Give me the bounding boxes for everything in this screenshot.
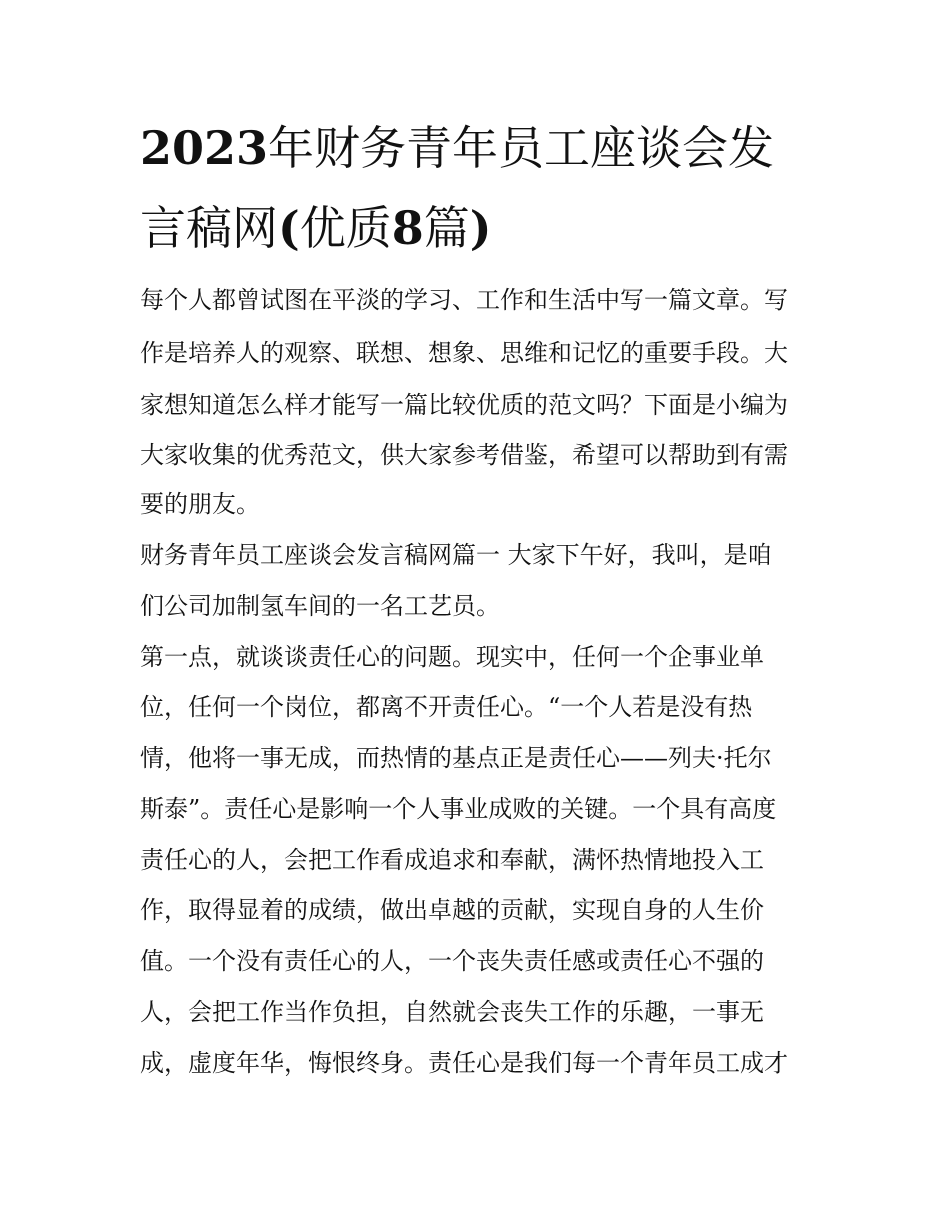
body-line-3: 家想知道怎么样才能写一篇比较优质的范文吗？下面是小编为 xyxy=(140,391,788,419)
document-title-line-2: 言稿网(优质8篇) xyxy=(140,201,492,255)
body-line-13: 作，取得显着的成绩，做出卓越的贡献，实现自身的人生价 xyxy=(140,896,764,924)
document-title-line-1: 2023年财务青年员工座谈会发 xyxy=(140,121,775,175)
body-line-16: 成，虚度年华，悔恨终身。责任心是我们每一个青年员工成才 xyxy=(140,1049,788,1077)
body-line-1: 每个人都曾试图在平淡的学习、工作和生活中写一篇文章。写 xyxy=(140,286,788,314)
body-line-11: 斯泰”。责任心是影响一个人事业成败的关键。一个具有高度 xyxy=(140,795,777,823)
body-line-12: 责任心的人，会把工作看成追求和奉献，满怀热情地投入工 xyxy=(140,846,764,874)
body-line-6: 财务青年员工座谈会发言稿网篇一 大家下午好，我叫，是咱 xyxy=(140,541,772,569)
body-line-14: 值。一个没有责任心的人，一个丧失责任感或责任心不强的 xyxy=(140,947,764,975)
body-line-7: 们公司加制氢车间的一名工艺员。 xyxy=(140,592,500,620)
body-line-4: 大家收集的优秀范文，供大家参考借鉴，希望可以帮助到有需 xyxy=(140,441,788,469)
body-line-10: 情，他将一事无成，而热情的基点正是责任心——列夫·托尔 xyxy=(140,744,772,772)
body-line-8: 第一点，就谈谈责任心的问题。现实中，任何一个企事业单 xyxy=(140,643,764,671)
body-line-15: 人，会把工作当作负担，自然就会丧失工作的乐趣，一事无 xyxy=(140,998,764,1026)
body-line-2: 作是培养人的观察、联想、想象、思维和记忆的重要手段。大 xyxy=(140,339,788,367)
body-line-5: 要的朋友。 xyxy=(140,490,260,518)
body-line-9: 位，任何一个岗位，都离不开责任心。“一个人若是没有热 xyxy=(140,693,753,721)
